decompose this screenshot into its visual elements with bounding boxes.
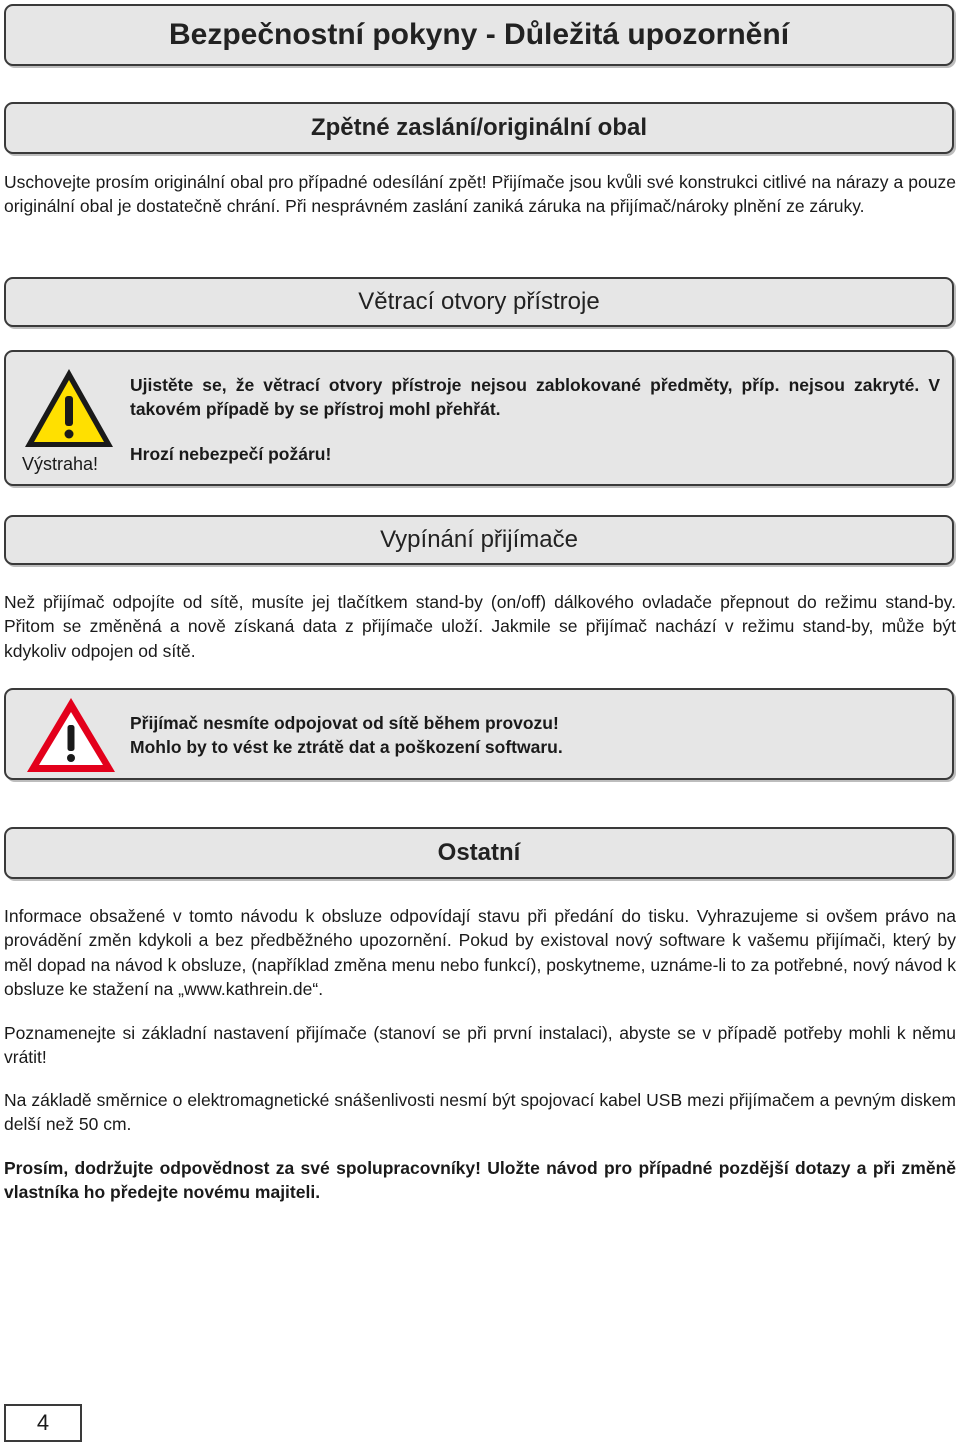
paragraph-standby: Než přijímač odpojíte od sítě, musíte jej tlačítkem stand-by (on/off) dálkového ovladače přepnout do režimu stand-by. Přitom se změněná a nově získaná data z přijímače uloží. Jakmile se přijímač nachází v režimu stand-by, může být kdykoliv odpojen od sítě.	[4, 592, 956, 661]
section-heading-other: Ostatní	[437, 839, 521, 866]
warning-text-data-2: Mohlo by to vést ke ztrátě dat a poškození softwaru.	[130, 737, 563, 757]
paragraph-other-3: Na základě směrnice o elektromagnetické snášenlivosti nesmí být spojovací kabel USB mezi přijímačem a pevným diskem delší než 50 cm.	[4, 1090, 956, 1135]
warning-text-fire-danger: Hrozí nebezpečí požáru!	[130, 444, 332, 464]
paragraph-other-2: Poznamenejte si základní nastavení přijímače (stanoví se při první instalaci), abyste se v případě potřeby mohli k němu vrátit!	[4, 1023, 956, 1068]
warning-box-data	[4, 688, 954, 780]
section-heading-standby: Vypínání přijímače	[380, 526, 578, 553]
section-header-vents	[4, 277, 954, 327]
paragraph-return: Uschovejte prosím originální obal pro případné odesílání zpět! Přijímače jsou kvůli své konstrukci citlivé na nárazy a pouze originální obal je dostatečně chrání. Při nesprávném zaslání zaniká záruka na přijímač/nároky plnění ze záruky.	[4, 172, 956, 217]
section-header-other	[4, 827, 954, 879]
paragraph-other-4: Prosím, dodržujte odpovědnost za své spolupracovníky! Uložte návod pro případné pozdější dotazy a při změně vlastníka ho předejte novému majiteli.	[4, 1158, 956, 1203]
section-header-return	[4, 102, 954, 154]
section-heading-vents: Větrací otvory přístroje	[358, 288, 600, 315]
warning-text-data-1: Přijímač nesmíte odpojovat od sítě během provozu!	[130, 713, 559, 733]
yellow-warning-triangle-icon	[22, 366, 116, 450]
warning-box-fire	[4, 350, 954, 486]
title-box	[4, 4, 954, 66]
warning-label: Výstraha!	[22, 454, 99, 474]
section-heading-return: Zpětné zaslání/originální obal	[310, 114, 648, 141]
paragraph-other-1: Informace obsažené v tomto návodu k obsluze odpovídají stavu při předání do tisku. Vyhrazujeme si ovšem právo na provádění změn kdykoli a bez předběžného upozornění. Pokud by existoval nový software k vašemu přijímači, který by měl dopad na návod k obsluze, (například změna menu nebo funkcí), poskytneme, uznáme-li to za potřebné, nový návod k obsluze ke stažení na „www.kathrein.de“.	[4, 906, 956, 1000]
section-header-standby	[4, 515, 954, 565]
page-title: Bezpečnostní pokyny - Důležitá upozornění	[168, 18, 790, 51]
page-number: 4	[4, 1404, 82, 1442]
red-warning-triangle-icon	[24, 695, 118, 775]
warning-text-fire: Ujistěte se, že větrací otvory přístroje nejsou zablokované předměty, příp. nejsou zakryté. V takovém případě by se přístroj mohl přehřát.	[130, 375, 940, 420]
